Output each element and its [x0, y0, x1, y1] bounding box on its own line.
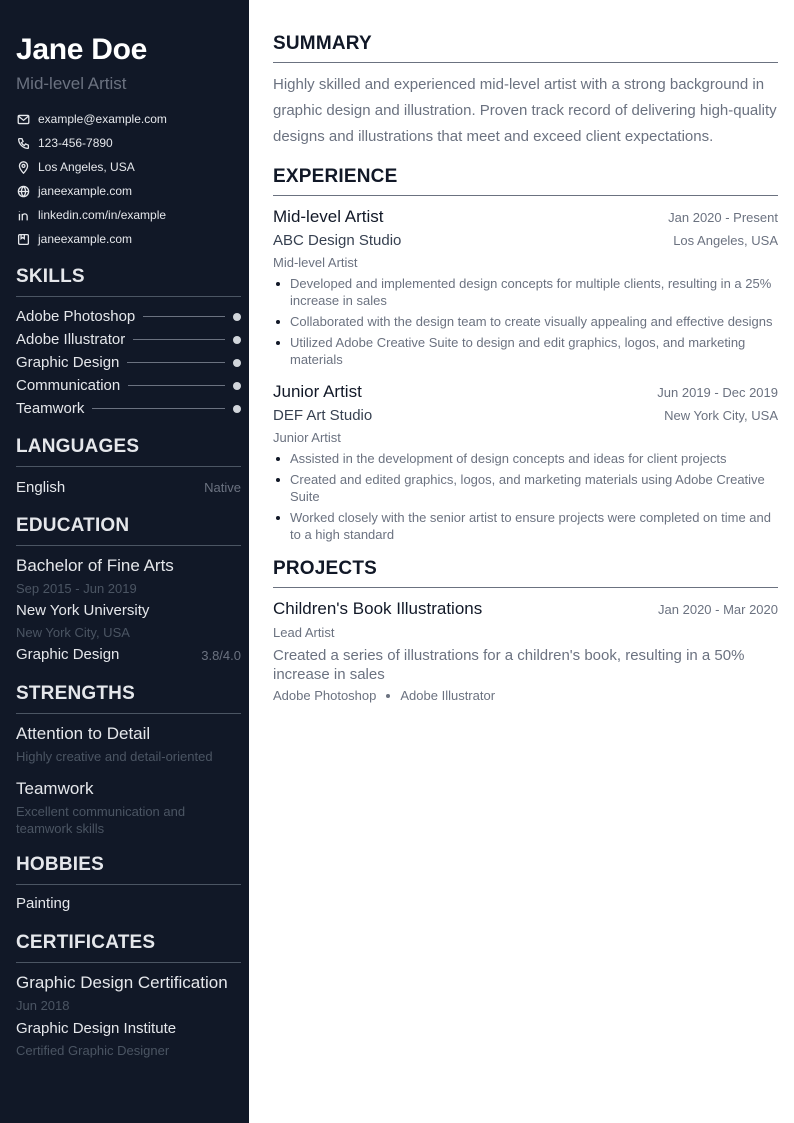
- project-tag: Adobe Photoshop: [273, 688, 377, 703]
- skill-item: [16, 397, 241, 420]
- skill-level-dot: [233, 336, 241, 344]
- education-field-row: [16, 644, 241, 666]
- project-desc: Created a series of illustrations for a children's book, resulting in a 50% increase in sales: [273, 647, 745, 683]
- contact-portfolio[interactable]: [16, 227, 241, 251]
- strength-title: Attention to Detail: [16, 724, 151, 743]
- contact-linkedin[interactable]: [16, 203, 241, 227]
- skill-level-dot: [233, 405, 241, 413]
- skill-name: Teamwork: [16, 400, 85, 417]
- job-bullet: Developed and implemented design concepts for multiple clients, resulting in a 25% increase in sales: [273, 275, 778, 309]
- job-header: [273, 205, 778, 229]
- skills-list: [16, 305, 241, 420]
- skill-line: [128, 385, 225, 386]
- contact-linkedin-text: linkedin.com/in/example: [38, 208, 167, 222]
- company-name: ABC Design Studio: [273, 232, 402, 249]
- hobbies-heading: HOBBIES: [16, 853, 241, 885]
- job-bullet: Created and edited graphics, logos, and marketing materials using Adobe Creative Suite: [273, 471, 778, 505]
- certificate-issuer: Graphic Design Institute: [16, 1020, 177, 1037]
- education-field: Graphic Design: [16, 646, 120, 663]
- tag-separator: [386, 694, 390, 698]
- skill-level-dot: [233, 359, 241, 367]
- skill-name: Adobe Illustrator: [16, 331, 126, 348]
- contact-email-text: example@example.com: [38, 112, 167, 126]
- projects-heading: PROJECTS: [273, 557, 778, 588]
- experience-heading: EXPERIENCE: [273, 165, 778, 196]
- contact-location-text: Los Angeles, USA: [38, 160, 135, 174]
- location-icon: [16, 160, 30, 174]
- skill-item: [16, 328, 241, 351]
- contact-website-text: janeexample.com: [38, 184, 133, 198]
- skill-level-dot: [233, 382, 241, 390]
- project-tag: Adobe Illustrator: [400, 688, 496, 703]
- languages-heading: LANGUAGES: [16, 435, 241, 467]
- project-header: [273, 597, 778, 621]
- skill-line: [143, 316, 225, 317]
- strength-item: [16, 777, 241, 837]
- summary-heading: SUMMARY: [273, 32, 778, 63]
- job-dates: Jun 2019 - Dec 2019: [657, 385, 778, 400]
- education-heading: EDUCATION: [16, 514, 241, 546]
- language-item: [16, 475, 241, 499]
- skill-line: [133, 339, 225, 340]
- job-role: Junior Artist: [273, 430, 341, 445]
- education-degree: Bachelor of Fine Arts: [16, 556, 174, 575]
- skills-heading: SKILLS: [16, 265, 241, 297]
- job-bullet: Collaborated with the design team to create visually appealing and effective designs: [273, 313, 778, 330]
- company-row: [273, 229, 778, 253]
- skill-line: [92, 408, 225, 409]
- skill-name: Communication: [16, 377, 121, 394]
- project-dates: Jan 2020 - Mar 2020: [658, 602, 778, 617]
- education-gpa: 3.8/4.0: [201, 647, 241, 663]
- company-location: Los Angeles, USA: [673, 233, 778, 248]
- certificate-desc: Certified Graphic Designer: [16, 1043, 170, 1058]
- skill-level-dot: [233, 313, 241, 321]
- contact-phone[interactable]: [16, 131, 241, 155]
- phone-icon: [16, 136, 30, 150]
- skill-item: [16, 374, 241, 397]
- job-title: Junior Artist: [273, 382, 362, 401]
- globe-icon: [16, 184, 30, 198]
- company-location: New York City, USA: [664, 408, 778, 423]
- certificate-name: Graphic Design Certification: [16, 973, 228, 992]
- skill-name: Adobe Photoshop: [16, 308, 136, 325]
- certificates-heading: CERTIFICATES: [16, 931, 241, 963]
- contact-location: [16, 155, 241, 179]
- strength-desc: Highly creative and detail-oriented: [16, 749, 213, 764]
- strengths-heading: STRENGTHS: [16, 682, 241, 714]
- experience-entry: [273, 380, 778, 543]
- contact-portfolio-text: janeexample.com: [38, 232, 133, 246]
- certificate-entry: [16, 971, 241, 1062]
- strength-desc: Excellent communication and teamwork skills: [16, 804, 186, 836]
- portfolio-icon: [16, 232, 30, 246]
- skill-name: Graphic Design: [16, 354, 120, 371]
- job-bullet: Worked closely with the senior artist to ensure projects were completed on time and to a high standard: [273, 509, 778, 543]
- job-header: [273, 380, 778, 404]
- job-bullet: Utilized Adobe Creative Suite to design and edit graphics, logos, and marketing materials: [273, 334, 778, 368]
- job-title: Mid-level Artist: [273, 207, 384, 226]
- skill-item: [16, 351, 241, 374]
- contact-list: [16, 107, 241, 251]
- sidebar: [0, 0, 249, 1123]
- company-row: [273, 404, 778, 428]
- mail-icon: [16, 112, 30, 126]
- skill-line: [127, 362, 225, 363]
- language-name: English: [16, 478, 66, 496]
- job-bullet: Assisted in the development of design concepts and ideas for client projects: [273, 450, 778, 467]
- strength-item: [16, 722, 241, 765]
- main-content: [249, 0, 794, 1123]
- language-level: Native: [204, 479, 241, 495]
- summary-text: Highly skilled and experienced mid-level artist with a strong background in graphic design and illustration. Proven track record of delivering high-quality designs and illustrations that meet and exceed client expectations.: [273, 76, 777, 145]
- job-bullets: [273, 450, 778, 543]
- project-tags: [273, 688, 778, 703]
- contact-email[interactable]: [16, 107, 241, 131]
- job-dates: Jan 2020 - Present: [668, 210, 778, 225]
- project-name: Children's Book Illustrations: [273, 599, 483, 618]
- profile-name: Jane Doe: [16, 33, 147, 66]
- education-entry: [16, 554, 241, 666]
- contact-website[interactable]: [16, 179, 241, 203]
- strength-title: Teamwork: [16, 779, 94, 798]
- job-role: Mid-level Artist: [273, 255, 358, 270]
- profile-headline: Mid-level Artist: [16, 74, 127, 93]
- linkedin-icon: [16, 208, 30, 222]
- hobby-item: Painting: [16, 895, 71, 912]
- education-school: New York University: [16, 602, 150, 619]
- experience-entry: [273, 205, 778, 368]
- education-location: New York City, USA: [16, 625, 130, 640]
- project-role: Lead Artist: [273, 625, 335, 640]
- company-name: DEF Art Studio: [273, 407, 373, 424]
- project-entry: [273, 597, 778, 703]
- certificate-date: Jun 2018: [16, 998, 70, 1013]
- contact-phone-text: 123-456-7890: [38, 136, 113, 150]
- skill-item: [16, 305, 241, 328]
- job-bullets: [273, 275, 778, 368]
- education-dates: Sep 2015 - Jun 2019: [16, 581, 137, 596]
